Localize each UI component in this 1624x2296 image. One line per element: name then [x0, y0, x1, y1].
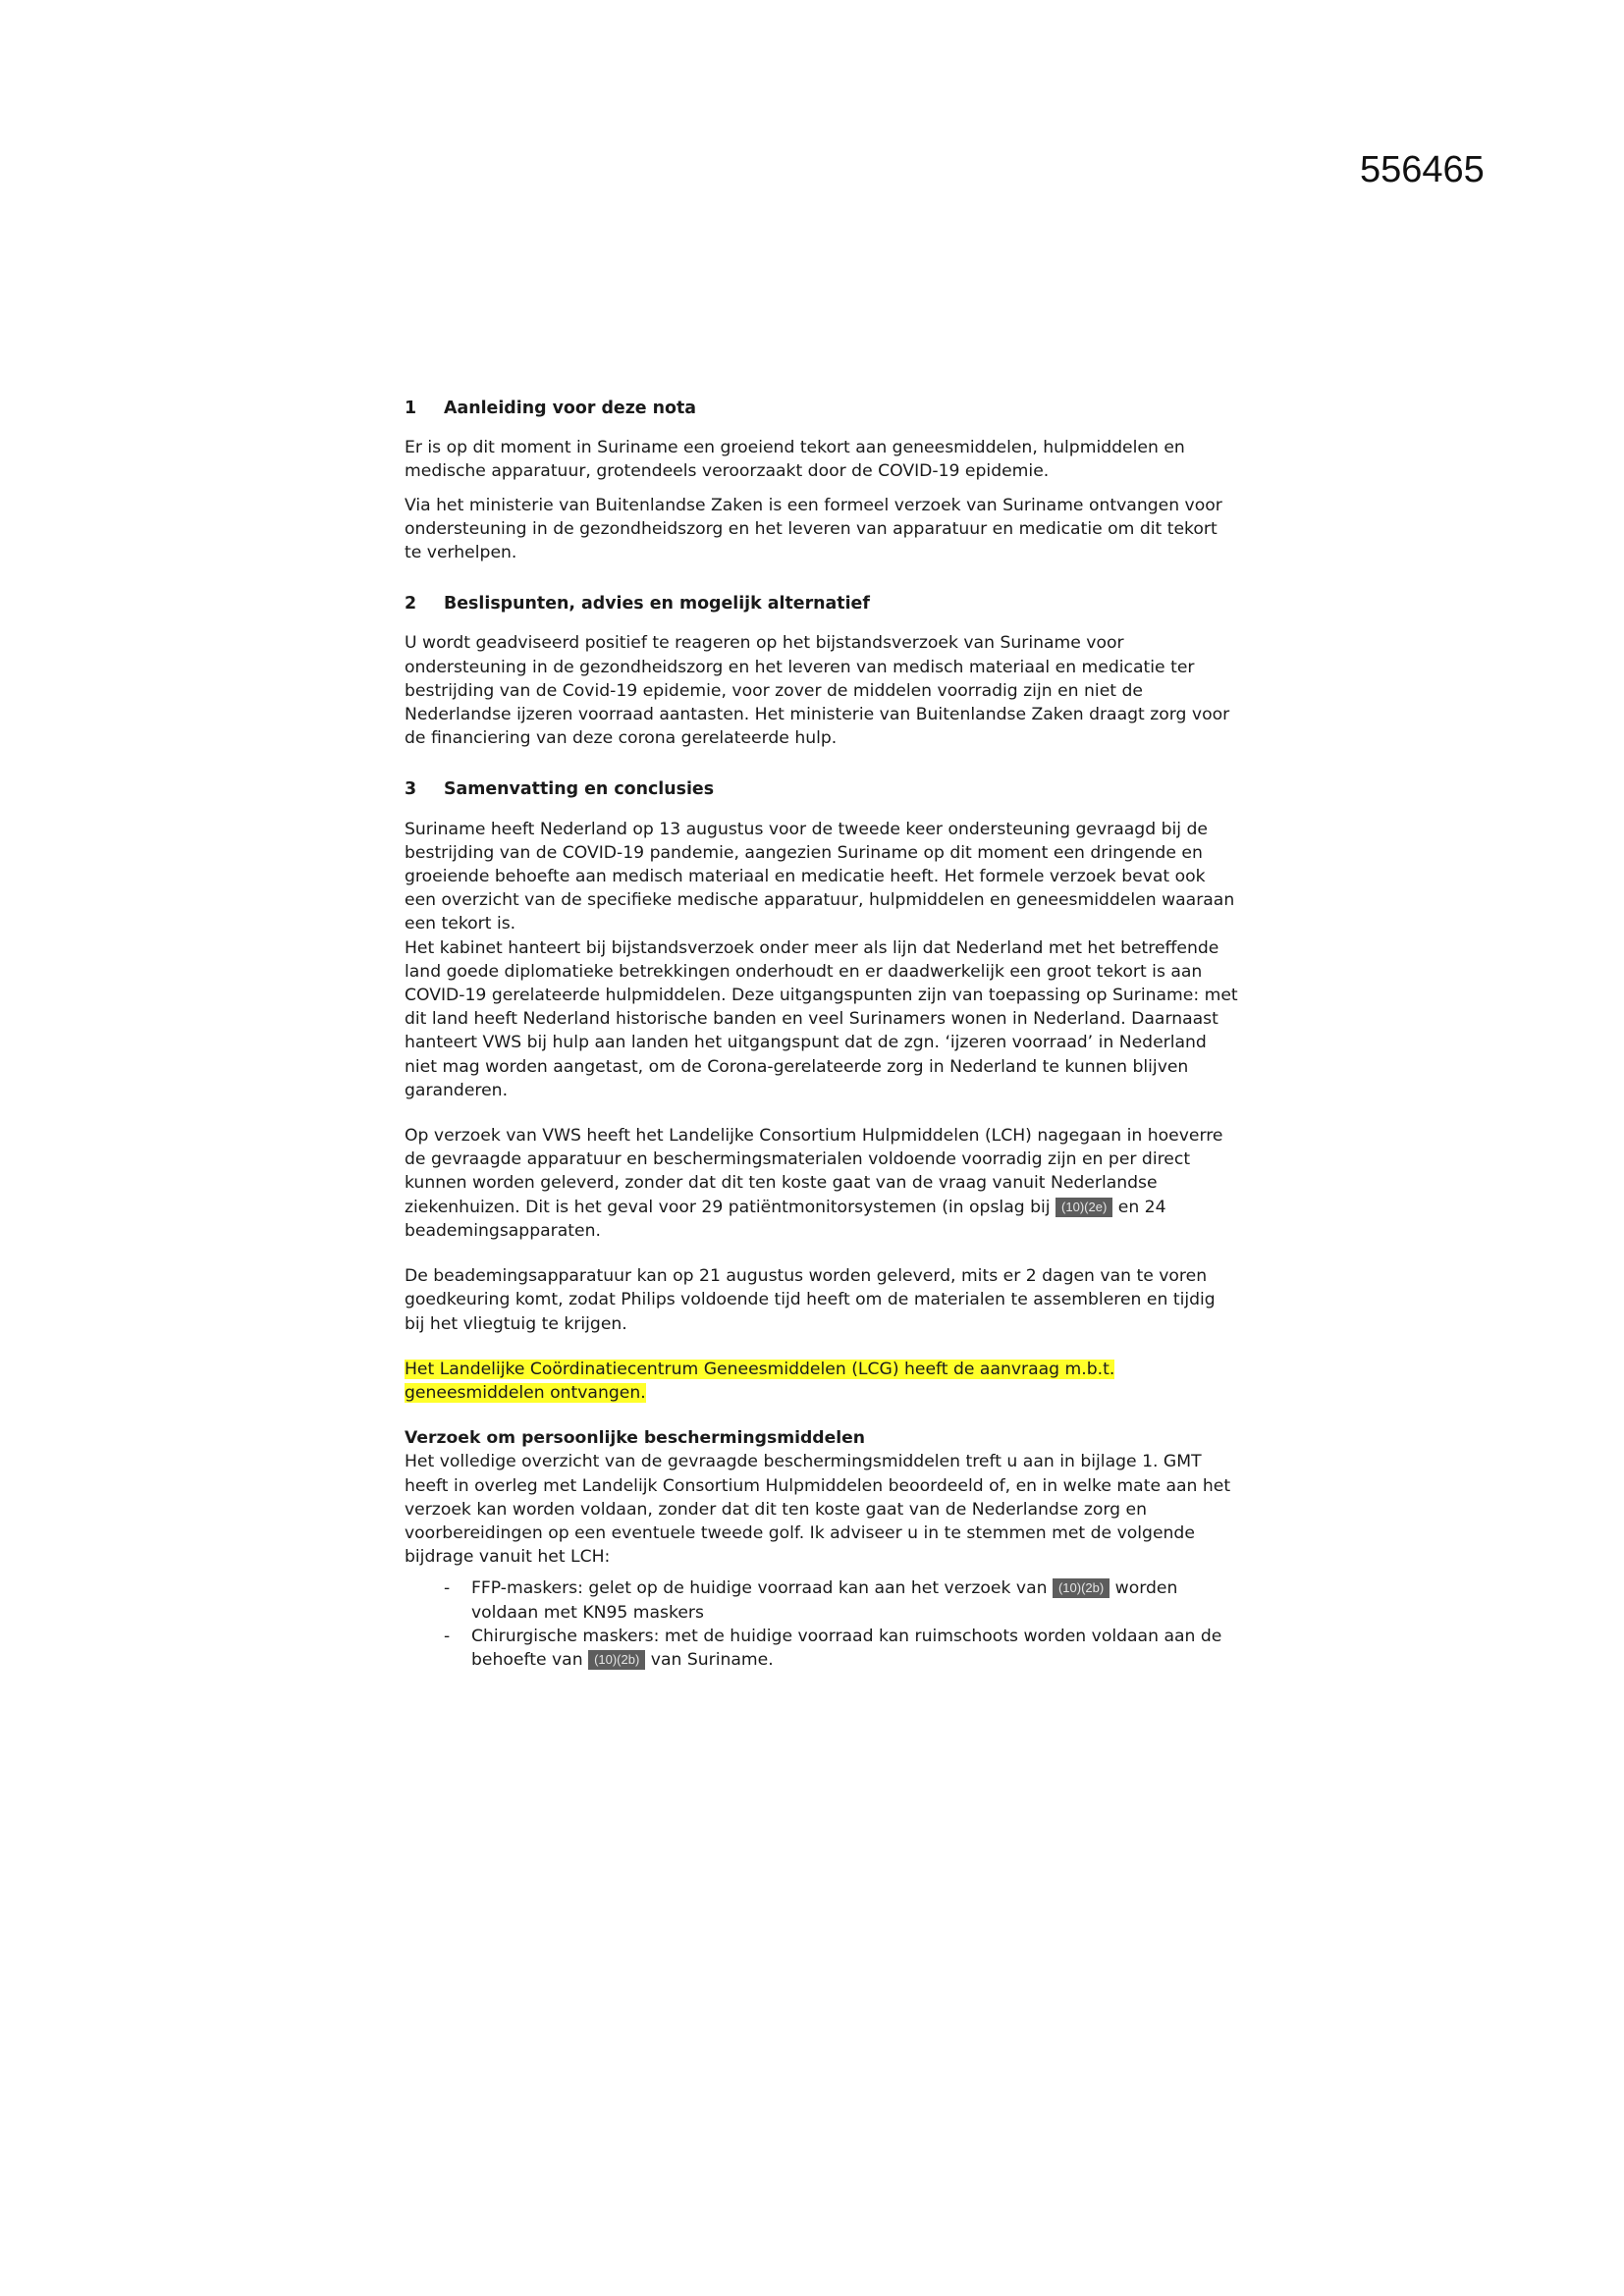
- bullet-marker: -: [444, 1578, 451, 1599]
- text-run: en 24 beademingsapparaten.: [405, 1197, 1166, 1241]
- section-title: Beslispunten, advies en mogelijk alternatief: [444, 594, 870, 614]
- paragraph: [405, 1124, 1239, 1243]
- paragraph: Suriname heeft Nederland op 13 augustus voor de tweede keer ondersteuning gevraagd bij de bestrijding van de COVID-19 pandemie, aangezien Suriname op dit moment een dringende en groeiende behoefte aan medisch materiaal en medicatie heeft. Het formele verzoek bevat ook een overzicht van de specifieke medische apparatuur, hulpmiddelen en geneesmiddelen waaraan een tekort is.: [405, 819, 1235, 934]
- paragraph: Het kabinet hanteert bij bijstandsverzoek onder meer als lijn dat Nederland met het betreffende land goede diplomatieke betrekkingen onderhoudt en er daadwerkelijk een groot tekort is aan COVID-19 gerelateerde hulpmiddelen. Deze uitgangspunten zijn van toepassing op Suriname: met dit land heeft Nederland historische banden en veel Surinamers wonen in Nederland. Daarnaast hanteert VWS bij hulp aan landen het uitgangspunt dat de zgn. ‘ijzeren voorraad’ in Nederland niet mag worden aangetast, om de Corona-gerelateerde zorg in Nederland te kunnen blijven garanderen.: [405, 937, 1238, 1100]
- section-title: Samenvatting en conclusies: [444, 779, 715, 800]
- section-number: 1: [405, 399, 417, 418]
- section-number: 2: [405, 594, 417, 614]
- section-3-heading: [405, 777, 1239, 801]
- redaction-box: (10)(2b): [1053, 1578, 1110, 1598]
- paragraph: U wordt geadviseerd positief te reageren op het bijstandsverzoek van Suriname voor ondersteuning in de gezondheidszorg en het leveren van medisch materiaal en medicatie ter bestrijding van de Covid-19 epidemie, voor zover de middelen voorradig zijn en niet de Nederlandse ijzeren voorraad aantasten. Het ministerie van Buitenlandse Zaken draagt zorg voor de financiering van deze corona gerelateerde hulp.: [405, 633, 1230, 749]
- text-run: van Suriname.: [645, 1649, 774, 1670]
- text-run: FFP-maskers: gelet op de huidige voorraad kan aan het verzoek van: [471, 1578, 1053, 1599]
- paragraph: De beademingsapparatuur kan op 21 augustus worden geleverd, mits er 2 dagen van te voren goedkeuring komt, zodat Philips voldoende tijd heeft om de materialen te assembleren en tijdig bij het vliegtuig te krijgen.: [405, 1266, 1216, 1334]
- text-run: Chirurgische maskers: met de huidige voorraad kan ruimschoots worden voldaan aan de behoefte van: [471, 1626, 1222, 1670]
- bullet-marker: -: [444, 1626, 451, 1646]
- redaction-box: (10)(2e): [1056, 1198, 1112, 1217]
- text-run: worden voldaan met KN95 maskers: [471, 1578, 1178, 1623]
- list-item: [444, 1625, 1239, 1672]
- redaction-box: (10)(2b): [588, 1650, 645, 1670]
- highlighted-text: Het Landelijke Coördinatiecentrum Geneesmiddelen (LCG) heeft de aanvraag m.b.t. geneesmiddelen ontvangen.: [405, 1359, 1115, 1403]
- section-2-heading: [405, 592, 1239, 615]
- subheading: Verzoek om persoonlijke beschermingsmiddelen: [405, 1428, 866, 1449]
- highlighted-paragraph: [405, 1358, 1239, 1405]
- paragraph: Het volledige overzicht van de gevraagde beschermingsmiddelen treft u aan in bijlage 1. GMT heeft in overleg met Landelijk Consortium Hulpmiddelen beoordeeld of, en in welke mate aan het verzoek kan worden voldaan, zonder dat dit ten koste gaat van de Nederlandse zorg en voorbereidingen op een eventuele tweede golf. Ik adviseer u in te stemmen met de volgende bijdrage vanuit het LCH:: [405, 1452, 1231, 1568]
- list-item: [444, 1576, 1239, 1624]
- section-1-heading: [405, 397, 1239, 420]
- paragraph: Er is op dit moment in Suriname een groeiend tekort aan geneesmiddelen, hulpmiddelen en medische apparatuur, grotendeels veroorzaakt door de COVID-19 epidemie.: [405, 438, 1185, 482]
- section-number: 3: [405, 779, 417, 800]
- bullet-list: [405, 1576, 1239, 1672]
- text-run: Op verzoek van VWS heeft het Landelijke Consortium Hulpmiddelen (LCH) nagegaan in hoeverre de gevraagde apparatuur en beschermingsmaterialen voldoende voorradig zijn en per direct kunnen worden geleverd, zonder dat dit ten koste gaat van de vraag vanuit Nederlandse ziekenhuizen. Dit is het geval voor 29 patiëntmonitorsystemen (in opslag bij: [405, 1126, 1223, 1217]
- document-number: 556465: [1360, 149, 1485, 190]
- document-body: [405, 397, 1239, 1672]
- section-title: Aanleiding voor deze nota: [444, 399, 697, 418]
- paragraph: Via het ministerie van Buitenlandse Zaken is een formeel verzoek van Suriname ontvangen voor ondersteuning in de gezondheidszorg en het leveren van apparatuur en medicatie om dit tekort te verhelpen.: [405, 495, 1222, 563]
